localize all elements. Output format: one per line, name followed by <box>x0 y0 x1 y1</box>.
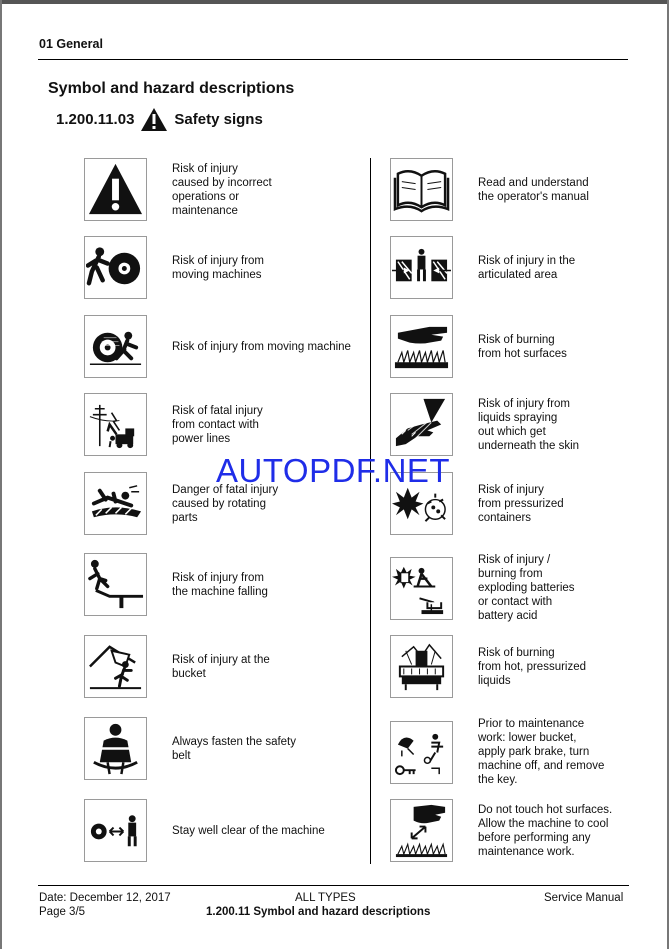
watermark-text: AUTOPDF.NET <box>216 452 451 489</box>
symbol-description: Risk of injury / burning from exploding batteries or contact with battery acid <box>478 554 575 622</box>
run-over-icon <box>84 315 147 378</box>
chapter-header: 01 General <box>39 37 103 51</box>
symbol-row <box>390 158 589 221</box>
warning-triangle-icon <box>140 107 168 132</box>
symbol-description: Risk of burning from hot, pressurized liquids <box>478 646 587 687</box>
page-top-border <box>0 0 669 4</box>
symbol-row <box>84 799 325 862</box>
header-divider <box>38 59 628 60</box>
power-line-icon <box>84 393 147 456</box>
symbol-row <box>390 717 604 787</box>
warning-triangle-icon <box>84 158 147 221</box>
symbol-description: Risk of injury from pressurized containers <box>478 483 564 524</box>
symbol-row <box>84 315 351 378</box>
symbol-description: Do not touch hot surfaces. Allow the machine to cool before performing any maintenance work. <box>478 803 613 858</box>
hot-pressurized-liquid-icon <box>390 635 453 698</box>
symbol-row <box>390 236 575 299</box>
hot-surface-cool-icon <box>390 799 453 862</box>
rotating-parts-icon <box>84 472 147 535</box>
hot-surface-hand-icon <box>390 315 453 378</box>
footer-divider <box>38 885 629 886</box>
symbol-row <box>84 553 268 616</box>
symbol-description: Risk of injury from moving machine <box>172 340 351 353</box>
symbol-description: Risk of injury from liquids spraying out which get underneath the skin <box>478 397 580 452</box>
keep-clear-icon <box>84 799 147 862</box>
manual-book-icon <box>390 158 453 221</box>
symbol-description: Stay well clear of the machine <box>172 824 325 837</box>
symbol-description: Risk of fatal injury from contact with power lines <box>172 404 263 445</box>
battery-explosion-icon <box>390 557 453 620</box>
subsection-number: 1.200.11.03 <box>56 110 135 128</box>
page-left-border <box>0 0 2 949</box>
subsection-title: Safety signs <box>174 110 263 128</box>
symbol-row <box>390 553 575 623</box>
footer-page-number: Page 3/5 <box>39 906 86 918</box>
symbol-description: Risk of burning from hot surfaces <box>478 333 567 360</box>
symbol-row <box>390 635 586 698</box>
symbol-description: Risk of injury from the machine falling <box>172 571 268 598</box>
articulated-area-icon <box>390 236 453 299</box>
footer-manual: Service Manual <box>544 892 624 904</box>
symbol-description: Prior to maintenance work: lower bucket, apply park brake, turn machine off, and remove the key. <box>478 718 605 786</box>
symbol-description: Risk of injury at the bucket <box>172 653 270 680</box>
symbol-row <box>84 393 263 456</box>
moving-machine-person-icon <box>84 236 147 299</box>
symbol-description: Risk of injury in the articulated area <box>478 254 576 281</box>
symbol-row <box>84 236 264 299</box>
machine-falling-icon <box>84 553 147 616</box>
symbol-description: Read and understand the operator's manual <box>478 176 589 203</box>
footer-types: ALL TYPES <box>295 892 356 904</box>
symbol-description: Danger of fatal injury caused by rotating parts <box>172 483 279 524</box>
symbol-row <box>84 158 272 221</box>
seat-belt-icon <box>84 717 147 780</box>
maintenance-procedure-icon <box>390 721 453 784</box>
bucket-hazard-icon <box>84 635 147 698</box>
symbol-row <box>84 717 296 780</box>
symbol-description: Risk of injury caused by incorrect operations or maintenance <box>172 162 272 217</box>
symbol-row <box>84 635 270 698</box>
symbol-row <box>390 315 567 378</box>
liquid-spray-icon <box>390 393 453 456</box>
footer-description: 1.200.11 Symbol and hazard descriptions <box>206 906 431 918</box>
symbol-row <box>390 393 579 456</box>
footer-date: Date: December 12, 2017 <box>39 892 171 904</box>
symbol-row <box>390 799 612 862</box>
column-divider <box>370 158 371 864</box>
symbol-description: Always fasten the safety belt <box>172 735 297 762</box>
section-title: Symbol and hazard descriptions <box>48 80 295 97</box>
symbol-description: Risk of injury from moving machines <box>172 254 265 281</box>
subsection-heading <box>56 104 263 134</box>
